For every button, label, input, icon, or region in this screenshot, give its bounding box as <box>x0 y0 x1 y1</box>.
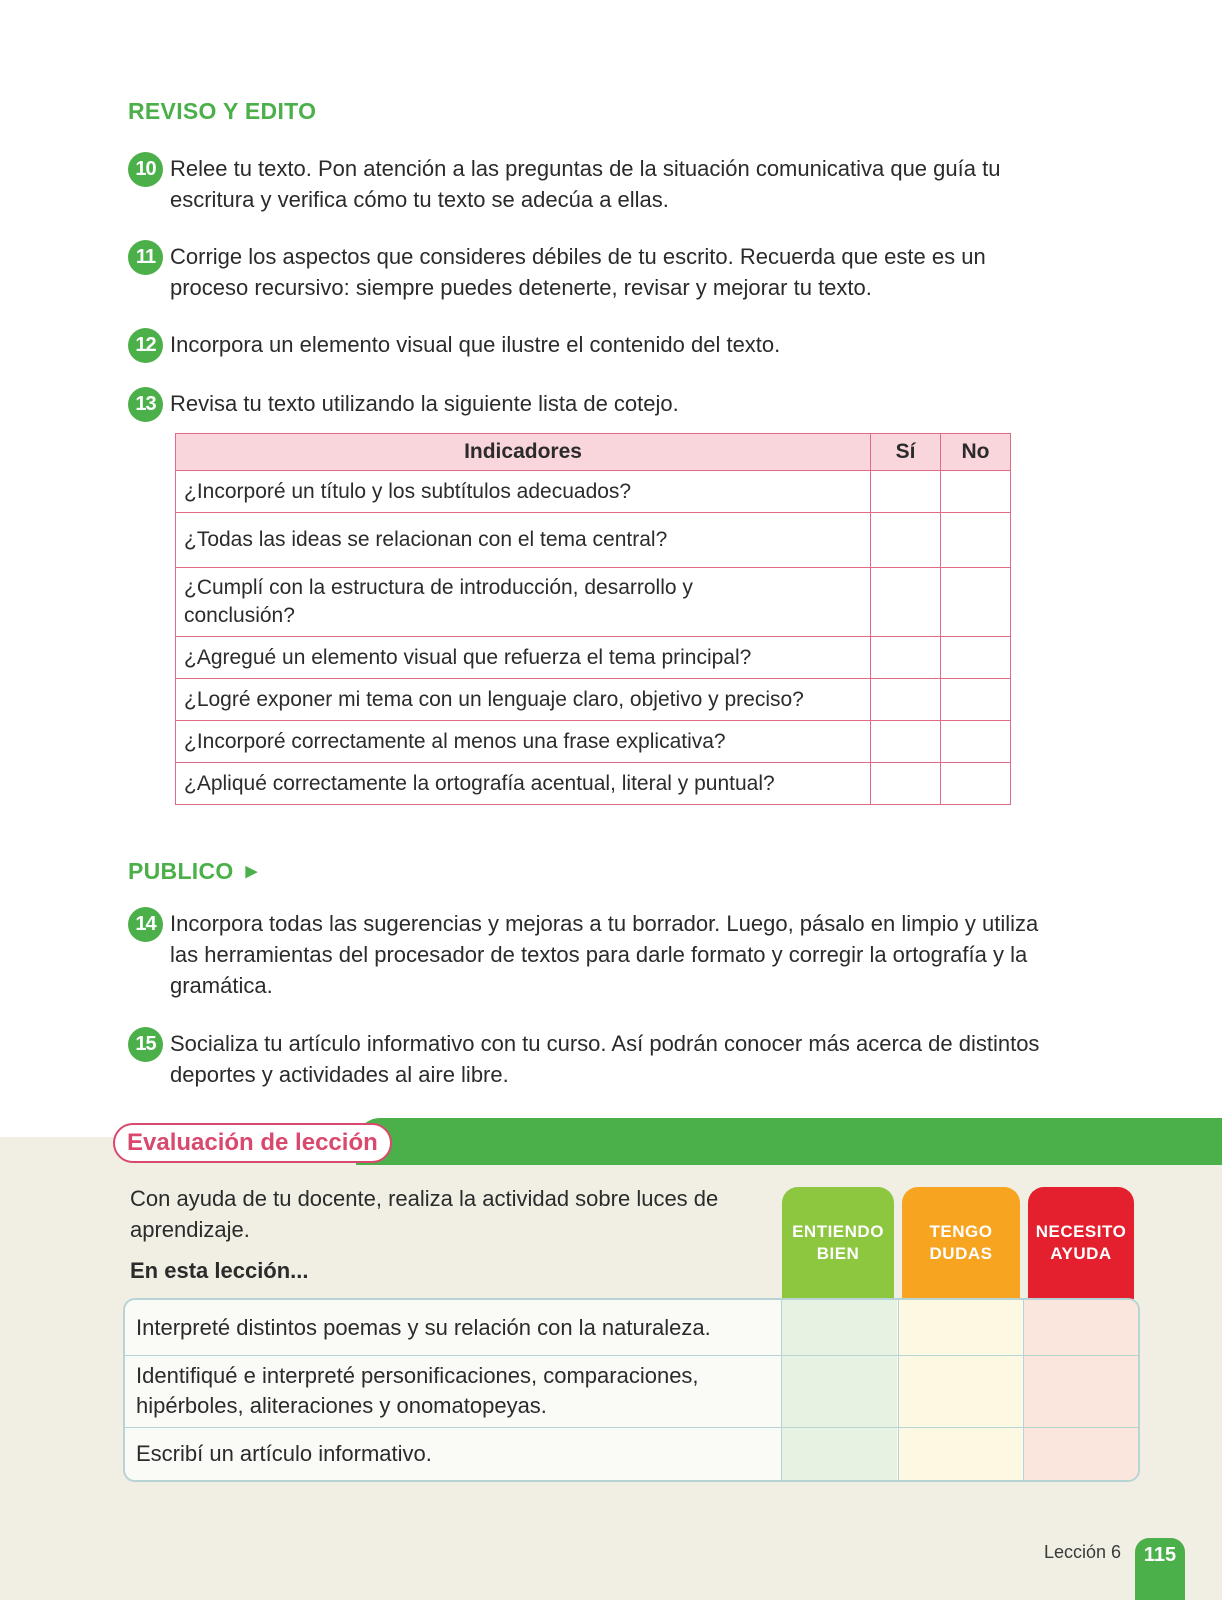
level-selection-cells[interactable] <box>781 1355 1138 1427</box>
instruction-text: Socializa tu artículo informativo con tu curso. Así podrán conocer más acerca de distintos deportes y actividades al aire libre. <box>170 1031 1040 1087</box>
evaluation-row <box>125 1300 1138 1356</box>
level-selection-cells[interactable] <box>781 1300 1138 1355</box>
step-number: 11 <box>128 240 163 275</box>
step-number: 14 <box>128 907 163 942</box>
instruction-text: Incorpora un elemento visual que ilustre el contenido del texto. <box>170 332 781 357</box>
no-checkbox-cell[interactable] <box>941 568 1011 637</box>
yes-checkbox-cell[interactable] <box>871 568 941 637</box>
evaluation-row <box>125 1428 1138 1480</box>
yes-checkbox-cell[interactable] <box>871 763 941 805</box>
header-indicators: Indicadores <box>176 434 871 471</box>
no-checkbox-cell[interactable] <box>941 637 1011 679</box>
indicator-text-content: ¿Cumplí con la estructura de introducción, desarrollo y conclusión? <box>184 576 693 627</box>
evaluation-header-band <box>356 1118 1222 1165</box>
lesson-label: Lección 6 <box>1044 1542 1122 1562</box>
checklist-row <box>176 763 1011 805</box>
header-no: No <box>941 434 1011 471</box>
evaluation-table <box>123 1298 1140 1482</box>
section-title-text: PUBLICO <box>128 858 234 884</box>
no-checkbox-cell[interactable] <box>941 513 1011 568</box>
indicator-text: ¿Incorporé correctamente al menos una frase explicativa? <box>176 721 871 763</box>
level-need-help: NECESITO AYUDA <box>1028 1187 1134 1299</box>
no-checkbox-cell[interactable] <box>941 763 1011 805</box>
level-understand-well: ENTIENDO BIEN <box>782 1187 894 1299</box>
yes-checkbox-cell[interactable] <box>871 513 941 568</box>
evaluation-row <box>125 1355 1138 1428</box>
indicator-text: ¿Incorporé un título y los subtítulos adecuados? <box>176 471 871 513</box>
checklist-row <box>176 637 1011 679</box>
step-number: 12 <box>128 328 163 363</box>
evaluation-intro: Con ayuda de tu docente, realiza la actividad sobre luces de aprendizaje. <box>130 1186 719 1242</box>
section-title-publish <box>128 858 257 885</box>
instruction-text: Incorpora todas las sugerencias y mejoras a tu borrador. Luego, pásalo en limpio y utiliza las herramientas del procesador de textos para darle formato y corregir la ortografía y la gramática. <box>170 911 1039 998</box>
evaluation-statement: Interpreté distintos poemas y su relación con la naturaleza. <box>136 1315 711 1340</box>
checklist-row <box>176 513 1011 568</box>
checklist-table <box>175 433 1011 805</box>
header-yes: Sí <box>871 434 941 471</box>
evaluation-title: Evaluación de lección <box>113 1123 392 1163</box>
step-number: 15 <box>128 1027 163 1062</box>
evaluation-statement: Escribí un artículo informativo. <box>136 1441 432 1466</box>
yes-checkbox-cell[interactable] <box>871 471 941 513</box>
indicator-text <box>176 568 871 637</box>
no-checkbox-cell[interactable] <box>941 471 1011 513</box>
checklist-row <box>176 679 1011 721</box>
checklist-row <box>176 568 1011 637</box>
indicator-text: ¿Todas las ideas se relacionan con el tema central? <box>176 513 871 568</box>
indicator-text: ¿Agregué un elemento visual que refuerza el tema principal? <box>176 637 871 679</box>
yes-checkbox-cell[interactable] <box>871 637 941 679</box>
indicator-text: ¿Logré exponer mi tema con un lenguaje claro, objetivo y preciso? <box>176 679 871 721</box>
evaluation-subtitle: En esta lección... <box>130 1258 309 1283</box>
level-selection-cells[interactable] <box>781 1428 1138 1480</box>
page-number: 115 <box>1135 1538 1185 1600</box>
no-checkbox-cell[interactable] <box>941 721 1011 763</box>
yes-checkbox-cell[interactable] <box>871 721 941 763</box>
no-checkbox-cell[interactable] <box>941 679 1011 721</box>
step-number: 10 <box>128 152 163 187</box>
instruction-text: Relee tu texto. Pon atención a las preguntas de la situación comunicativa que guía tu escritura y verifica cómo tu texto se adecúa a ellas. <box>170 156 1001 212</box>
checklist-row <box>176 471 1011 513</box>
indicator-text: ¿Apliqué correctamente la ortografía acentual, literal y puntual? <box>176 763 871 805</box>
play-arrow-icon: ▶ <box>245 863 258 880</box>
level-have-doubts: TENGO DUDAS <box>902 1187 1020 1299</box>
evaluation-statement: Identifiqué e interpreté personificaciones, comparaciones, hipérboles, aliteraciones y onomatopeyas. <box>136 1363 699 1418</box>
instruction-text: Revisa tu texto utilizando la siguiente lista de cotejo. <box>170 391 679 416</box>
step-number: 13 <box>128 387 163 422</box>
yes-checkbox-cell[interactable] <box>871 679 941 721</box>
checklist-row <box>176 721 1011 763</box>
instruction-text: Corrige los aspectos que consideres débiles de tu escrito. Recuerda que este es un proceso recursivo: siempre puedes detenerte, revisar y mejorar tu texto. <box>170 244 986 300</box>
section-title-revise: REVISO Y EDITO <box>128 98 317 124</box>
checklist-header-row <box>176 434 1011 471</box>
